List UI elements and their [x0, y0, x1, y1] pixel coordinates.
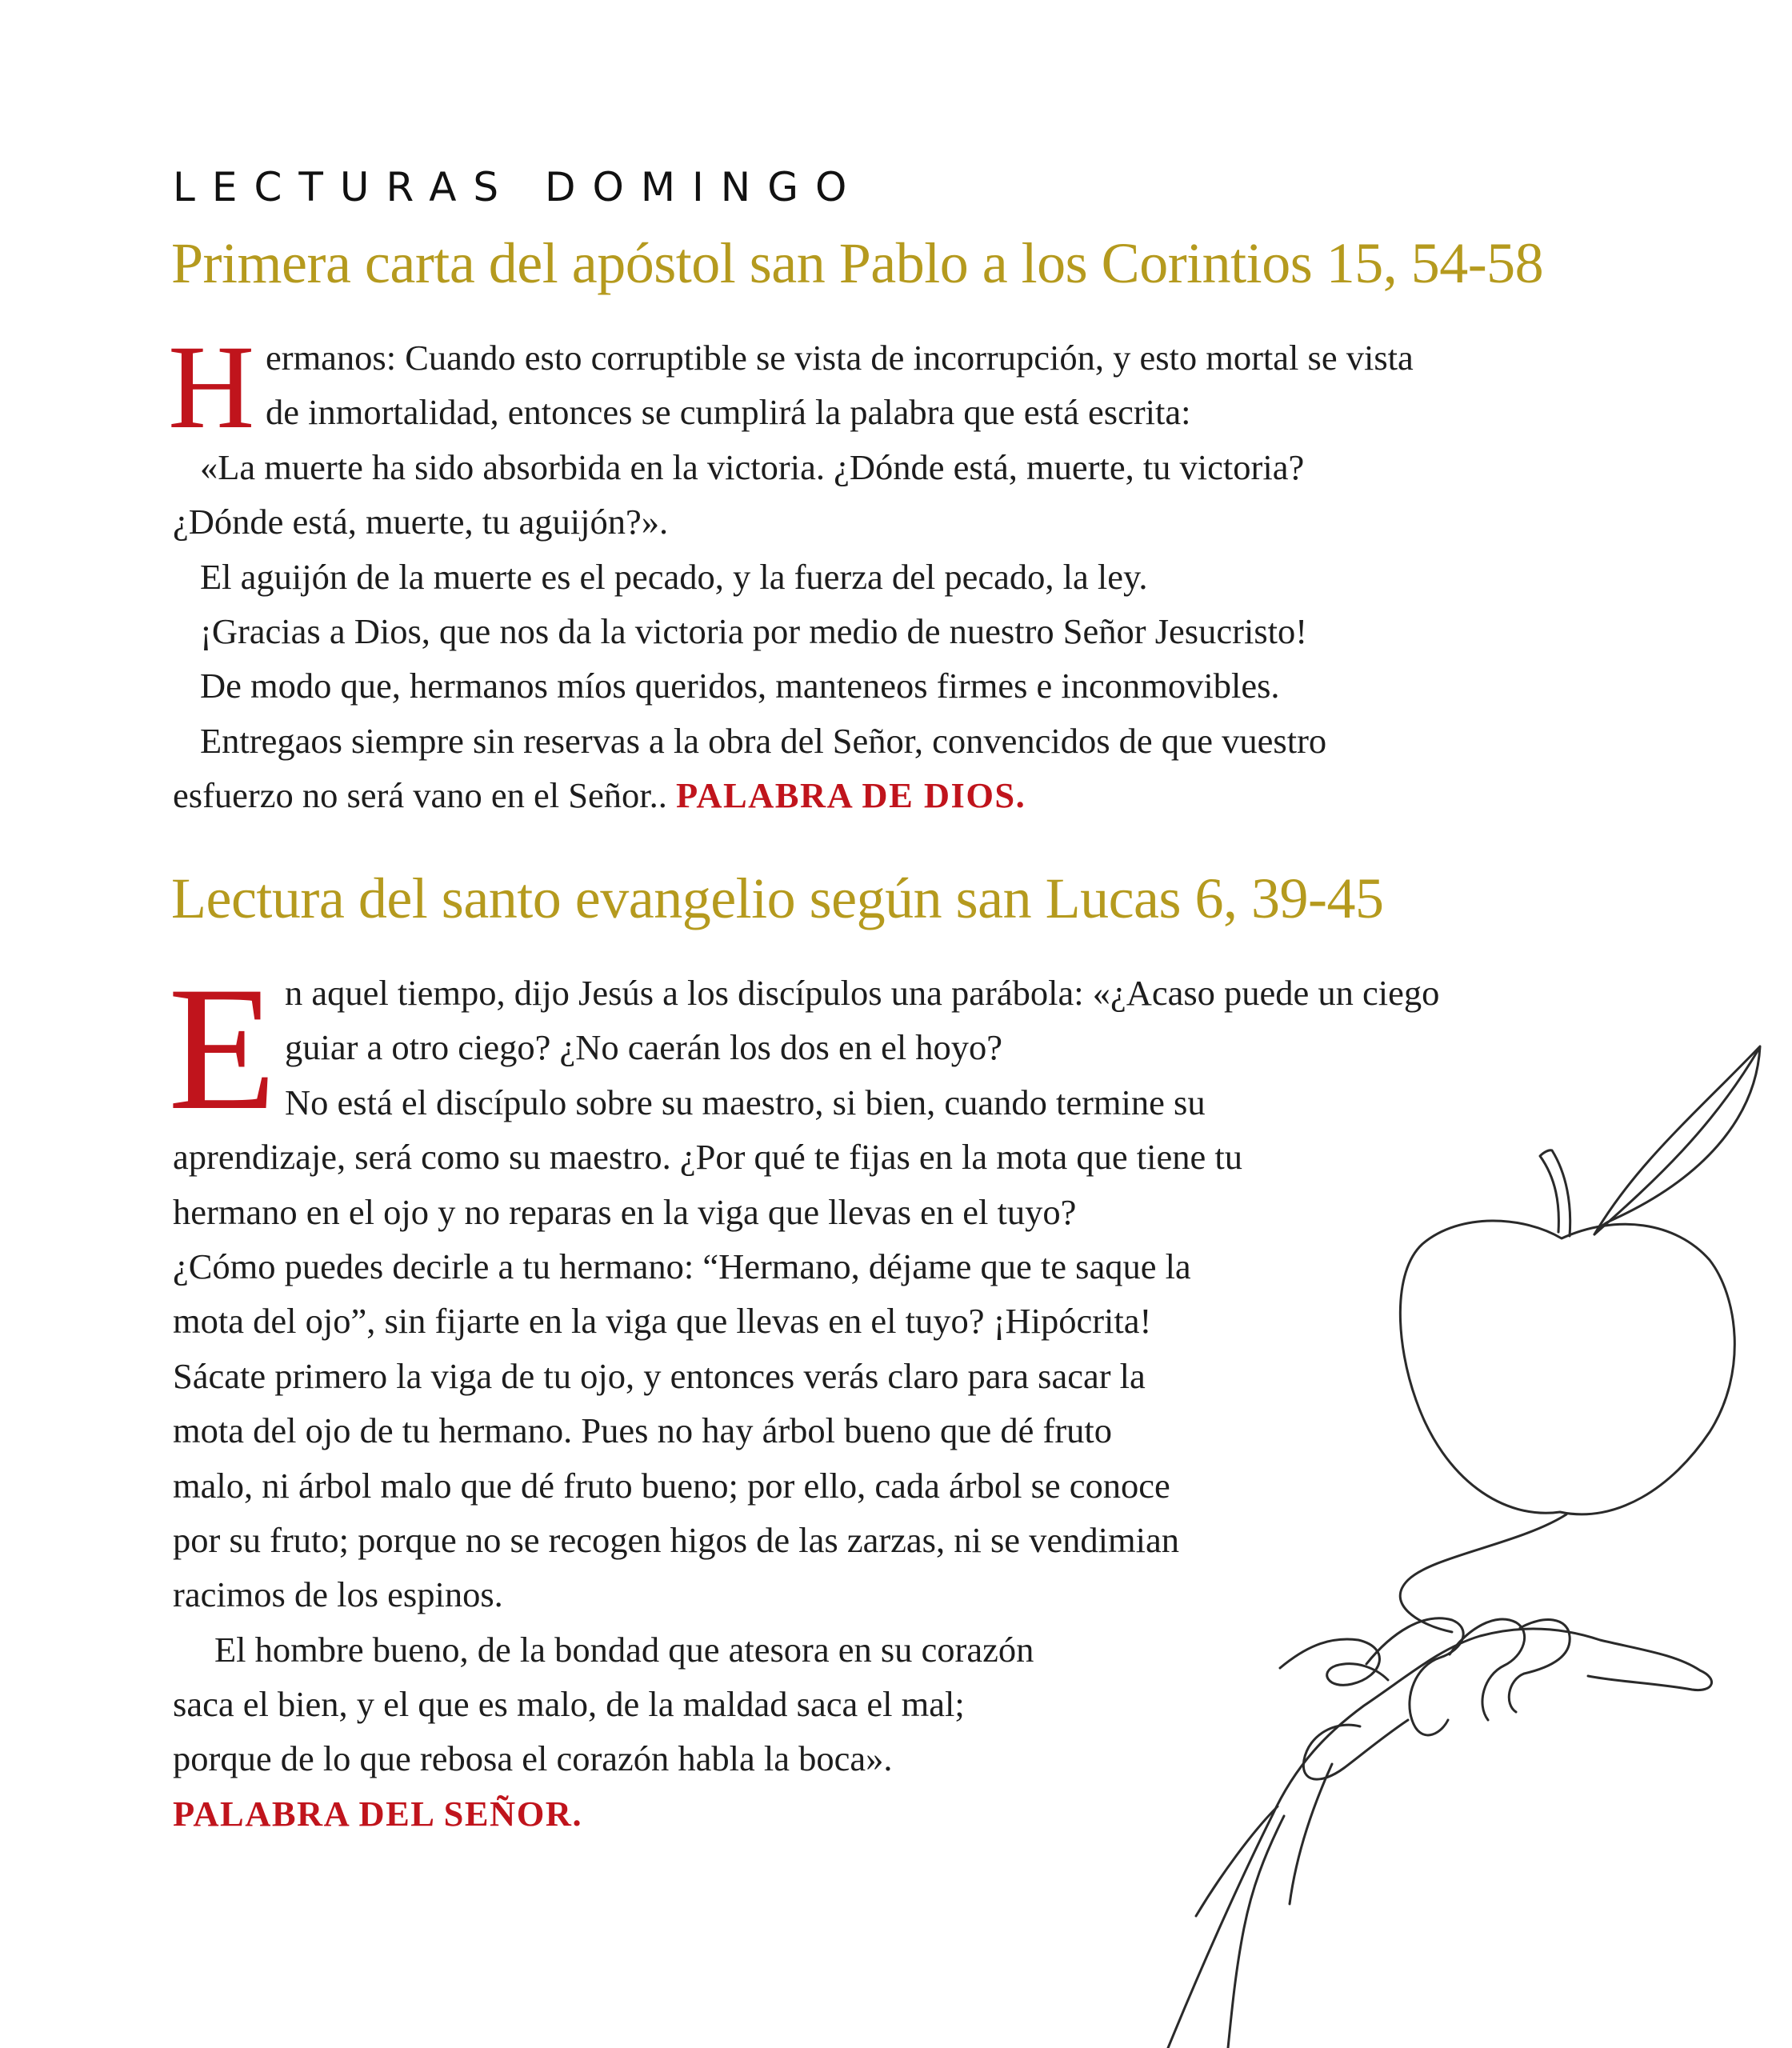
body-line: n aquel tiempo, dijo Jesús a los discípulos una parábola: «¿Acaso puede un ciego — [285, 973, 1440, 1013]
body-line: De modo que, hermanos míos queridos, manteneos firmes e inconmovibles. — [200, 666, 1280, 706]
body-line: «La muerte ha sido absorbida en la victoria. ¿Dónde está, muerte, tu victoria? — [200, 446, 1305, 487]
body-line-text: esfuerzo no será vano en el Señor.. — [173, 775, 676, 816]
body-line: ¿Dónde está, muerte, tu aguijón?». — [173, 502, 669, 542]
body-line: ¡Gracias a Dios, que nos da la victoria por medio de nuestro Señor Jesucristo! — [200, 610, 1308, 651]
section-kicker: LECTURAS DOMINGO — [173, 164, 864, 210]
first-reading-body — [173, 330, 1693, 823]
body-line: No está el discípulo sobre su maestro, si bien, cuando termine su — [285, 1082, 1206, 1122]
body-line: guiar a otro ciego? ¿No caerán los dos en el hoyo? — [285, 1027, 1003, 1068]
gospel-reading-title: Lectura del santo evangelio según san Lucas 6, 39-45 — [171, 866, 1384, 930]
body-line: El hombre bueno, de la bondad que atesora en su corazón — [214, 1629, 1034, 1670]
apple-in-hand-line-art-icon — [992, 1024, 1792, 2048]
gospel-reading-closing: PALABRA DEL SEÑOR. — [173, 1793, 583, 1834]
body-line: mota del ojo de tu hermano. Pues no hay árbol bueno que dé fruto — [173, 1410, 1113, 1451]
body-line: porque de lo que rebosa el corazón habla la boca». — [173, 1738, 893, 1779]
first-reading-title: Primera carta del apóstol san Pablo a los Corintios 15, 54-58 — [171, 231, 1544, 295]
body-line: saca el bien, y el que es malo, de la maldad saca el mal; — [173, 1684, 965, 1725]
body-line: de inmortalidad, entonces se cumplirá la palabra que está escrita: — [266, 392, 1191, 433]
body-line: ermanos: Cuando esto corruptible se vista de incorrupción, y esto mortal se vista — [266, 338, 1414, 378]
body-line: ¿Cómo puedes decirle a tu hermano: “Hermano, déjame que te saque la — [173, 1246, 1191, 1286]
gospel-reading-dropcap: E — [168, 950, 277, 1147]
body-line: malo, ni árbol malo que dé fruto bueno; por ello, cada árbol se conoce — [173, 1465, 1170, 1506]
body-line: Entregaos siempre sin reservas a la obra del Señor, convencidos de que vuestro — [200, 720, 1327, 761]
body-line: El aguijón de la muerte es el pecado, y la fuerza del pecado, la ley. — [200, 556, 1148, 597]
body-line: mota del ojo”, sin fijarte en la viga que llevas en el tuyo? ¡Hipócrita! — [173, 1301, 1152, 1342]
body-line: aprendizaje, será como su maestro. ¿Por qué te fijas en la mota que tiene tu — [173, 1137, 1242, 1178]
body-line: hermano en el ojo y no reparas en la viga que llevas en el tuyo? — [173, 1191, 1077, 1232]
first-reading-closing: PALABRA DE DIOS. — [675, 775, 1026, 816]
body-line-last — [173, 768, 1693, 822]
body-line: por su fruto; porque no se recogen higos de las zarzas, ni se vendimian — [173, 1519, 1179, 1560]
first-reading-dropcap: H — [168, 321, 255, 454]
body-line: Sácate primero la viga de tu ojo, y entonces verás claro para sacar la — [173, 1355, 1146, 1396]
body-line: racimos de los espinos. — [173, 1574, 503, 1615]
